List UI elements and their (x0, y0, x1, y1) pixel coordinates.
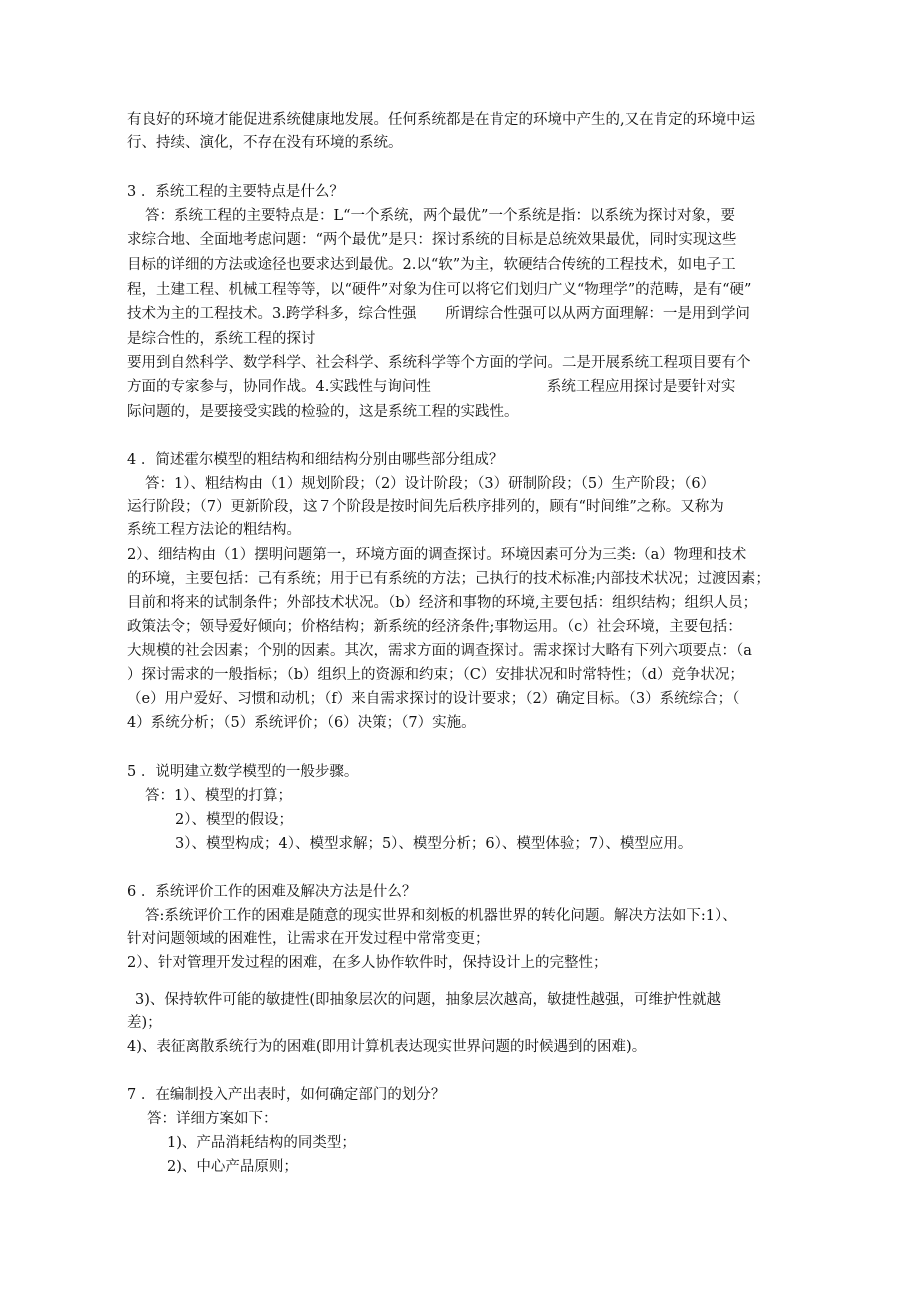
answer-line: 2）、细结构由（1）摆明问题第一，环境方面的调查探讨。环境因素可分为三类:（a）物理和技术 (127, 547, 747, 563)
answer-line: 答：1）、粗结构由（1）规划阶段；（2）设计阶段；（3）研制阶段；（5）生产阶段；（6） (145, 476, 716, 492)
answer-line: 差)； (127, 1015, 162, 1031)
answer-line: 2）、模型的假设； (175, 812, 293, 828)
answer-line: 2）、针对管理开发过程的困难，在多人协作软件时，保持设计上的完整性； (127, 955, 608, 971)
question-6-title: 6 ．系统评价工作的困难及解决方法是什么？ (127, 884, 417, 900)
answer-line: 际问题的，是要接受实践的检验的，这是系统工程的实践性。 (127, 404, 519, 420)
answer-line: 的环境，主要包括：己有系统；用于已有系统的方法；己执行的技术标准;内部技术状况；过渡因素； (127, 571, 770, 587)
answer-line: ）探讨需求的一般指标；（b）组织上的资源和约束；（C）安排状况和时常特性；（d）竞争状况； (127, 667, 744, 683)
question-5-title: 5 ．说明建立数学模型的一般步骤。 (127, 764, 359, 780)
answer-line: （e）用户爱好、习惯和动机；（f）来自需求探讨的设计要求；（2）确定目标。（3）系统综合；（ (127, 691, 740, 707)
answer-line: 大规模的社会因素；个别的因素。其次，需求方面的调查探讨。需求探讨大略有下列六项要点：（a (127, 643, 752, 659)
answer-line: 系统工程方法论的粗结构。 (127, 522, 301, 538)
answer-line: 方面的专家参与，协同作战。4.实践性与询问性 系统工程应用探讨是要针对实 (127, 379, 736, 395)
answer-line: 答：详细方案如下： (147, 1111, 278, 1127)
question-7-title: 7 ．在编制投入产出表时，如何确定部门的划分？ (127, 1087, 446, 1103)
answer-line: 针对问题领域的困难性，让需求在开发过程中常常变更； (127, 931, 490, 947)
paragraph-line: 有良好的环境才能促进系统健康地发展。任何系统都是在肯定的环境中产生的,又在肯定的环境中运 (127, 112, 756, 128)
answer-line: 答：系统工程的主要特点是：L“一个系统，两个最优”一个系统是指：以系统为探讨对象，要 (145, 208, 735, 224)
answer-line: 是综合性的，系统工程的探讨 (127, 331, 316, 347)
question-3-title: 3 ．系统工程的主要特点是什么？ (127, 184, 344, 200)
answer-line: 技术为主的工程技术。3.跨学科多，综合性强 所谓综合性强可以从两方面理解：一是用到学问 (127, 306, 750, 322)
question-4-title: 4 ．简述霍尔模型的粗结构和细结构分别由哪些部分组成？ (127, 452, 504, 468)
answer-line: 3)、保持软件可能的敏捷性(即抽象层次的问题，抽象层次越高，敏捷性越强，可维护性就越 (135, 992, 722, 1008)
answer-line: 要用到自然科学、数学科学、社会科学、系统科学等个方面的学问。二是开展系统工程项目要有个 (127, 355, 751, 371)
paragraph-line: 行、持续、演化，不存在没有环境的系统。 (127, 135, 403, 151)
answer-line: 1)、产品消耗结构的同类型； (167, 1135, 356, 1151)
answer-line: 4)、表征离散系统行为的困难(即用计算机表达现实世界问题的时候遇到的困难)。 (127, 1039, 647, 1055)
answer-line: 答：1）、模型的打算； (145, 788, 292, 804)
answer-line: 政策法令；领导爱好倾向；价格结构；新系统的经济条件;事物运用。（c）社会环境，主要包括： (127, 619, 742, 635)
answer-line: 答:系统评价工作的困难是随意的现实世界和刻板的机器世界的转化问题。解决方法如下:1）、 (145, 908, 737, 924)
answer-line: 3）、模型构成；4）、模型求解；5）、模型分析；6）、模型体验；7）、模型应用。 (175, 836, 693, 852)
answer-line: 程，土建工程、机械工程等等，以“硬件”对象为住可以将它们划归广义“物理学”的范畴，是有“硬” (127, 282, 752, 298)
answer-line: 求综合地、全面地考虑问题：“两个最优”是只：探讨系统的目标是总统效果最优，同时实现这些 (127, 232, 737, 248)
answer-line: 2)、中心产品原则； (167, 1159, 298, 1175)
answer-line: 运行阶段；（7）更新阶段，这７个阶段是按时间先后秩序排列的，顾有“时间维”之称。又称为 (127, 499, 724, 515)
answer-line: 4）系统分析；（5）系统评价；（6）决策；（7）实施。 (127, 715, 476, 731)
answer-line: 目前和将来的试制条件；外部技术状况。（b）经济和事物的环境,主要包括：组织结构；组织人员； (127, 595, 758, 611)
answer-line: 目标的详细的方法或途径也要求达到最优。2.以“软”为主，软硬结合传统的工程技术，如电子工 (127, 257, 736, 273)
